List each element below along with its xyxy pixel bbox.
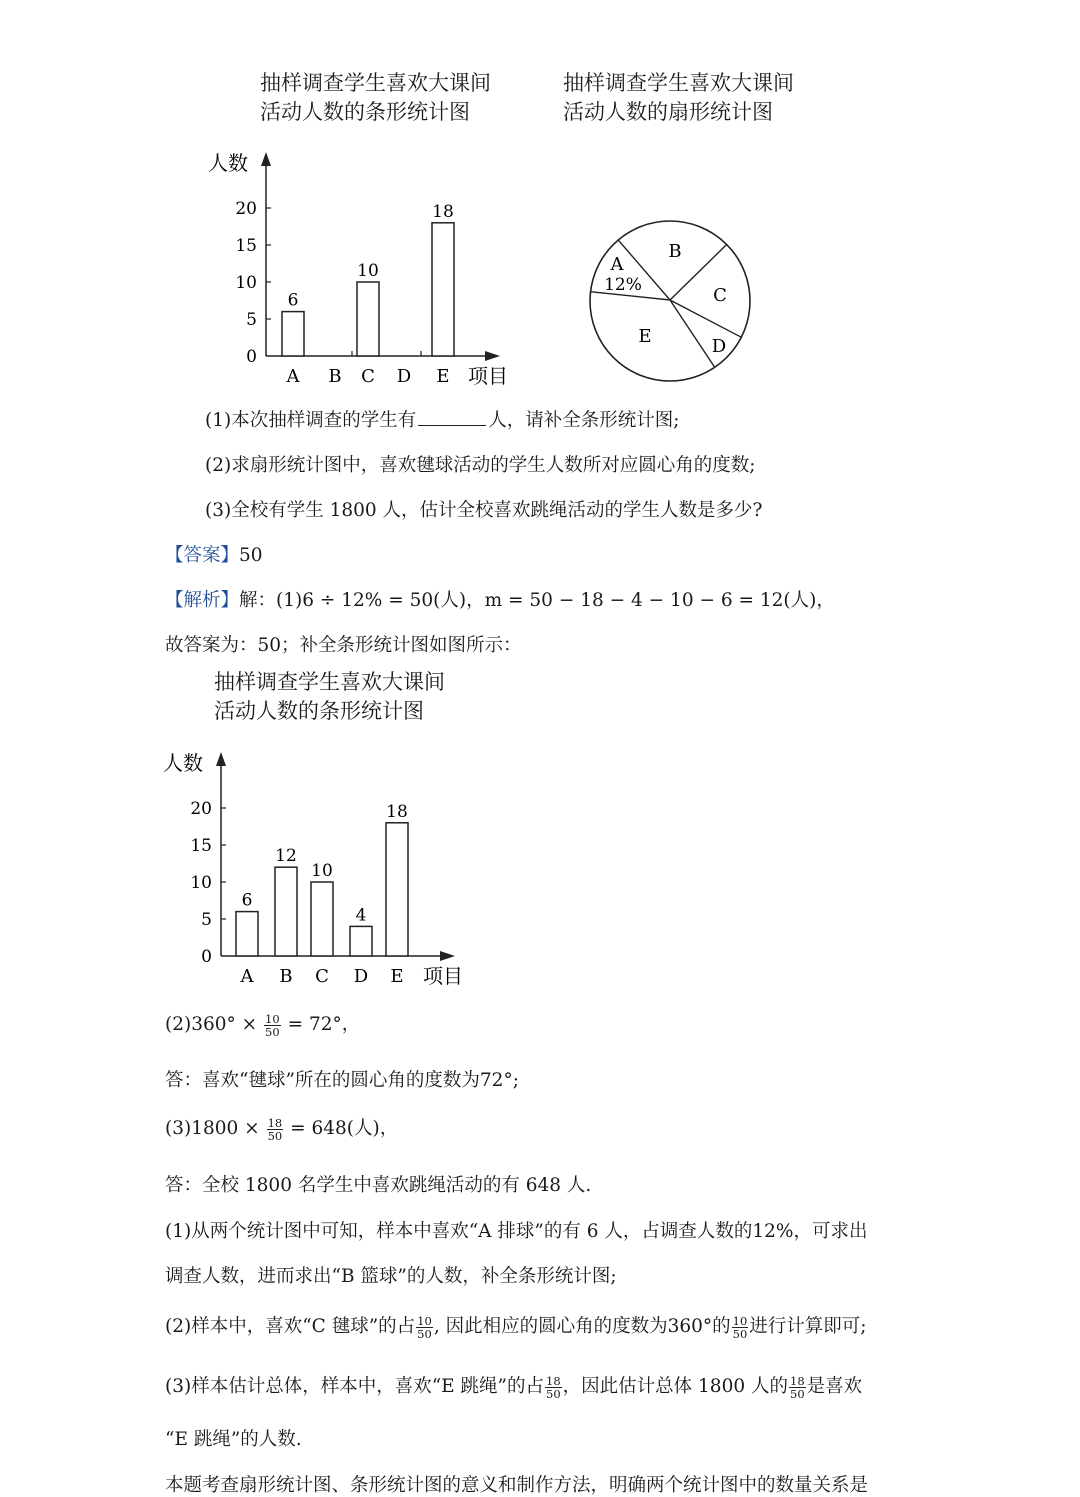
bar-A bbox=[282, 312, 304, 356]
data-label-A: 6 bbox=[241, 890, 253, 911]
pie-label-A: A bbox=[610, 254, 624, 275]
pie-chart-title-line2: 活动人数的扇形统计图 bbox=[563, 100, 773, 124]
x-tick-label: E bbox=[390, 966, 404, 987]
bar-chart-title-line1: 抽样调查学生喜欢大课间 bbox=[260, 71, 491, 95]
explain-1a: (1)从两个统计图中可知，样本中喜欢“A 排球”的有 6 人，占调查人数的12%，可求出 bbox=[165, 1221, 868, 1242]
x-tick-label: E bbox=[436, 366, 450, 387]
bar-chart-complete-title bbox=[214, 668, 445, 726]
y-tick-label: 15 bbox=[190, 836, 212, 856]
bar-chart-complete bbox=[155, 740, 485, 990]
step-2: (2)360° × $\frac{10}{50}$ = 72°， bbox=[165, 1011, 361, 1039]
answer-2: 答：喜欢“毽球”所在的圆心角的度数为72°; bbox=[165, 1070, 519, 1091]
bar-E bbox=[432, 223, 454, 356]
pie-chart-title bbox=[563, 69, 794, 127]
bar-E bbox=[386, 823, 408, 956]
step-3: (3)1800 × $\frac{18}{50}$ = 648(人)， bbox=[165, 1115, 399, 1143]
x-tick-label: C bbox=[315, 966, 329, 987]
pie-label-C: C bbox=[713, 285, 727, 306]
x-tick-label: D bbox=[396, 366, 412, 387]
fraction: $\frac{18}{50}$ bbox=[267, 1115, 283, 1143]
fraction: $\frac{10}{50}$ bbox=[265, 1011, 280, 1039]
bar-D bbox=[350, 926, 372, 956]
x-axis-arrow bbox=[485, 351, 500, 361]
question-1: (1)本次抽样调查的学生有 人，请补全条形统计图; bbox=[205, 406, 679, 432]
x-tick-label: A bbox=[240, 966, 254, 987]
fraction: $\frac{18}{50}$ bbox=[546, 1373, 561, 1401]
question-3: (3)全校有学生 1800 人，估计全校喜欢跳绳活动的学生人数是多少? bbox=[205, 500, 763, 521]
question-2: (2)求扇形统计图中，喜欢毽球活动的学生人数所对应圆心角的度数; bbox=[205, 455, 756, 476]
x-axis-label: 项目 bbox=[468, 364, 508, 388]
data-label-A: 6 bbox=[287, 290, 299, 311]
analysis-line-2: 故答案为：50；补全条形统计图如图所示： bbox=[165, 635, 522, 656]
pie-chart bbox=[580, 210, 760, 390]
bar-chart-complete-title-line2: 活动人数的条形统计图 bbox=[214, 699, 424, 723]
data-label-E: 18 bbox=[432, 201, 454, 222]
y-tick-label: 15 bbox=[235, 236, 257, 256]
answer-3: 答：全校 1800 名学生中喜欢跳绳活动的有 648 人. bbox=[165, 1175, 592, 1196]
data-label-C: 10 bbox=[311, 861, 333, 881]
analysis-tag: 【解析】 bbox=[165, 590, 240, 611]
pie-label-E: E bbox=[638, 326, 652, 347]
explain-3: (3)样本估计总体，样本中，喜欢“E 跳绳”的占 $\frac{18}{50}$ ，因此估计总体 1800 人的 $\frac{18}{50}$ 是喜欢 bbox=[165, 1373, 863, 1401]
bar-C bbox=[357, 282, 379, 356]
x-tick-label: C bbox=[361, 366, 375, 387]
bar-chart-incomplete bbox=[200, 140, 530, 390]
y-tick-label: 10 bbox=[190, 873, 212, 893]
x-tick-label: B bbox=[279, 966, 293, 987]
pie-annotation-a-percent: 12% bbox=[604, 275, 642, 295]
pie-label-D: D bbox=[711, 336, 727, 357]
explain-3-line2: “E 跳绳”的人数. bbox=[165, 1429, 302, 1450]
pie-label-B: B bbox=[668, 241, 682, 262]
y-axis-arrow bbox=[261, 152, 271, 166]
bar-chart-title bbox=[260, 69, 491, 127]
y-tick-label: 10 bbox=[235, 273, 257, 293]
bar-C bbox=[311, 882, 333, 956]
fraction: $\frac{10}{50}$ bbox=[417, 1313, 432, 1341]
data-label-B: 12 bbox=[275, 846, 297, 867]
bar-B bbox=[275, 867, 297, 956]
y-tick-label: 5 bbox=[246, 310, 257, 330]
answer-tag: 【答案】 bbox=[165, 545, 240, 566]
y-tick-label: 0 bbox=[246, 347, 257, 367]
x-axis-arrow bbox=[440, 951, 455, 961]
analysis-line-1: 【解析】解：(1)6 ÷ 12% = 50(人)，m = 50 − 18 − 4 − 10 − 6 = 12(人)， bbox=[165, 590, 835, 611]
data-label-C: 10 bbox=[357, 261, 379, 281]
explain-1b: 调查人数，进而求出“B 篮球”的人数，补全条形统计图; bbox=[165, 1266, 617, 1287]
x-tick-label: A bbox=[286, 366, 300, 387]
y-tick-label: 20 bbox=[235, 199, 257, 219]
x-tick-label: B bbox=[328, 366, 342, 387]
x-axis-label: 项目 bbox=[423, 964, 463, 988]
x-tick-label: D bbox=[353, 966, 369, 987]
data-label-E: 18 bbox=[386, 801, 408, 822]
bar-chart-complete-title-line1: 抽样调查学生喜欢大课间 bbox=[214, 670, 445, 694]
fraction: $\frac{10}{50}$ bbox=[732, 1313, 748, 1341]
final-line: 本题考查扇形统计图、条形统计图的意义和制作方法，明确两个统计图中的数量关系是 bbox=[165, 1475, 869, 1496]
answer-value: 50 bbox=[239, 545, 263, 566]
y-axis-label: 人数 bbox=[208, 151, 248, 175]
bar-chart-title-line2: 活动人数的条形统计图 bbox=[260, 100, 470, 124]
data-label-D: 4 bbox=[355, 905, 367, 926]
explain-2: (2)样本中，喜欢“C 毽球”的占 $\frac{10}{50}$ , 因此相应的圆心角的度数为360°的 $\frac{10}{50}$ 进行计算即可; bbox=[165, 1313, 867, 1341]
pie-chart-title-line1: 抽样调查学生喜欢大课间 bbox=[563, 71, 794, 95]
answer-blank bbox=[418, 407, 486, 426]
bar-A bbox=[236, 912, 258, 956]
y-tick-label: 20 bbox=[190, 799, 212, 819]
fraction: $\frac{18}{50}$ bbox=[790, 1373, 805, 1401]
y-axis-arrow bbox=[216, 752, 226, 766]
y-tick-label: 5 bbox=[201, 910, 212, 930]
answer-line bbox=[165, 541, 263, 567]
y-axis-label: 人数 bbox=[163, 751, 203, 775]
y-tick-label: 0 bbox=[201, 947, 212, 967]
